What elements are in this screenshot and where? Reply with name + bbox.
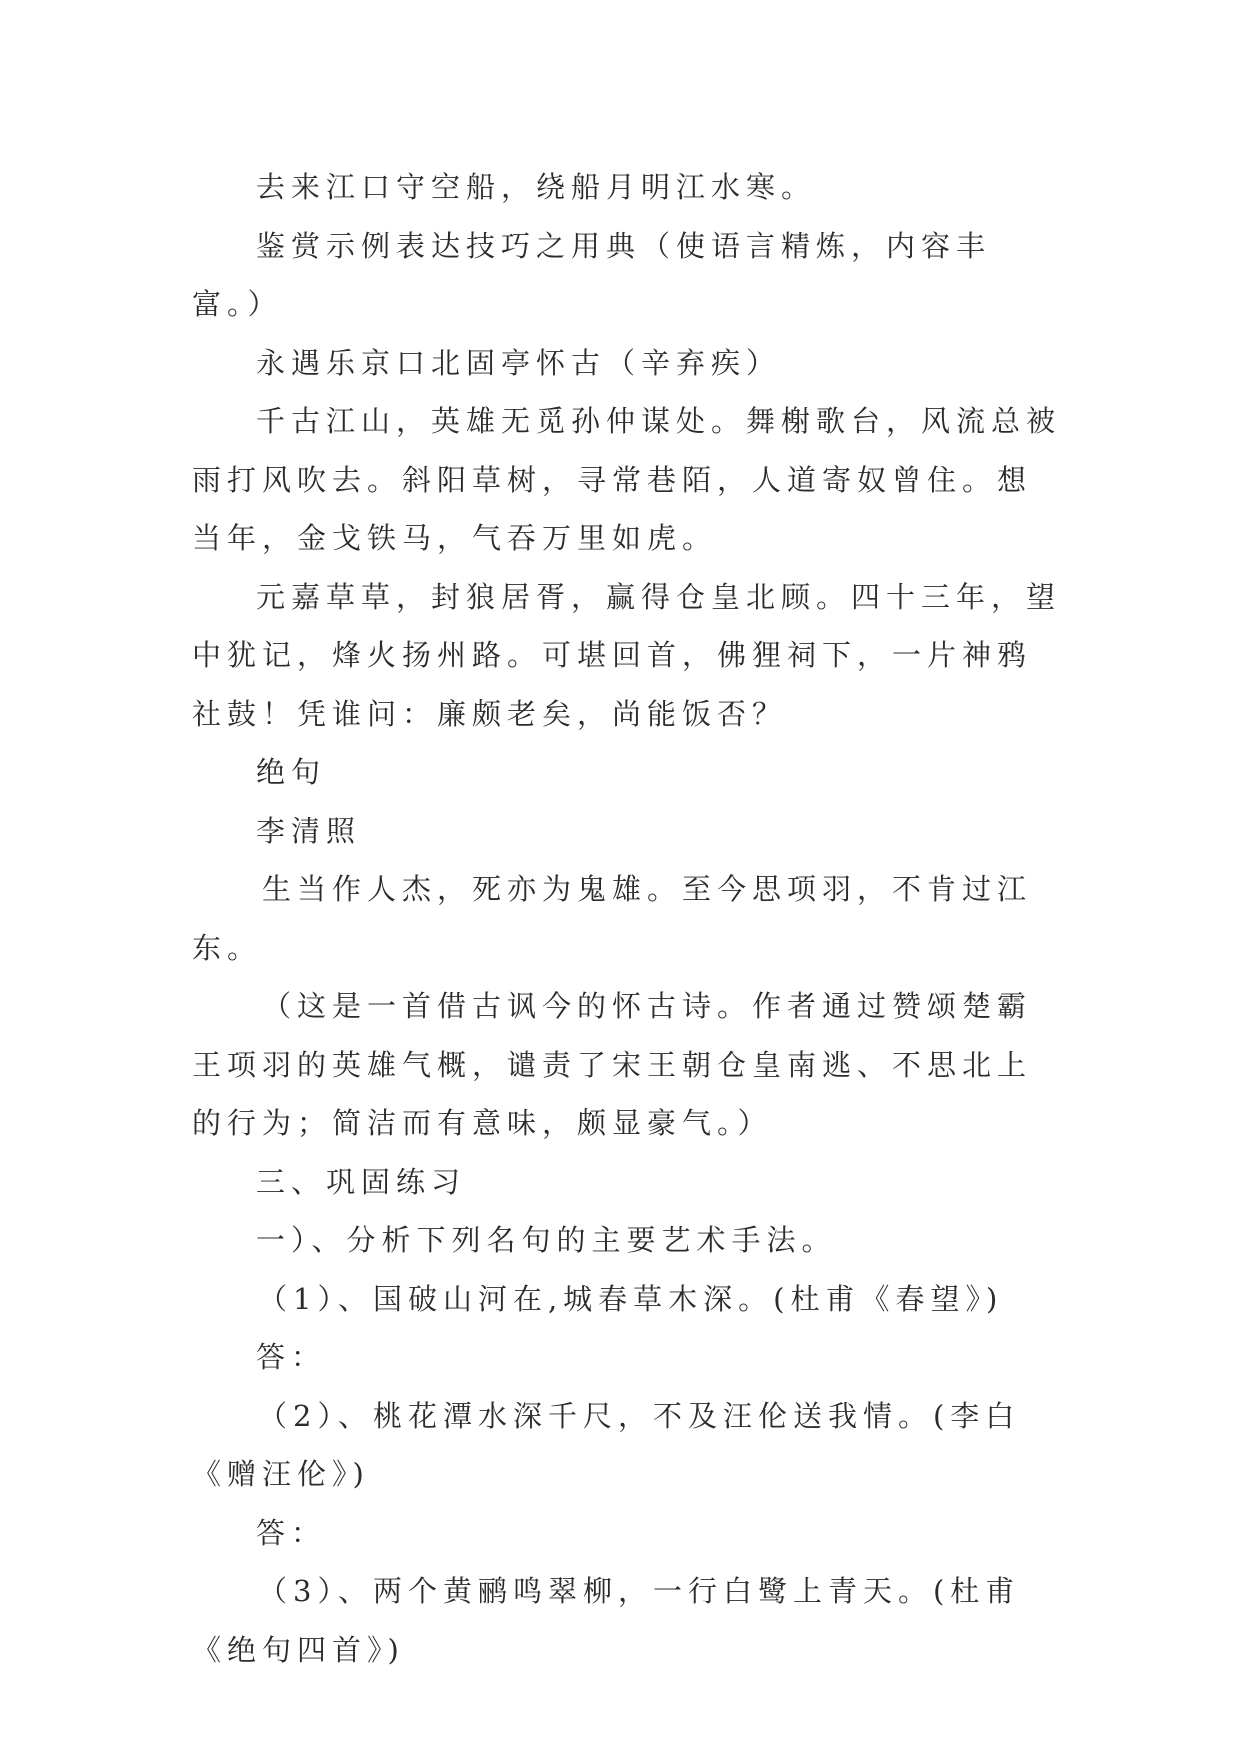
poem-title-yongyule: 永遇乐京口北固亭怀古（辛弃疾） — [256, 345, 782, 380]
poem-text-jueju: 生当作人杰，死亦为鬼雄。至今思项羽，不肯过江东。 — [192, 872, 1033, 965]
poem-stanza-1: 千古江山，英雄无觅孙仲谋处。舞榭歌台，风流总被雨打风吹去。斜阳草树，寻常巷陌，人道寄奴曾住。想当年，金戈铁马，气吞万里如虎。 — [192, 404, 1062, 555]
poem-stanza-2: 元嘉草草，封狼居胥，赢得仓皇北顾。四十三年，望中犹记，烽火扬州路。可堪回首，佛狸祠下，一片神鸦社鼓！凭谁问：廉颇老矣，尚能饭否？ — [192, 579, 1062, 731]
section-heading-practice: 三、巩固练习 — [256, 1164, 467, 1199]
exercise-question-3: （3）、两个黄鹂鸣翠柳，一行白鹭上青天。(杜甫《绝句四首》) — [192, 1574, 1021, 1667]
answer-label-2: 答： — [256, 1515, 327, 1550]
example-heading-allusion: 鉴赏示例表达技巧之用典（使语言精炼，内容丰富。） — [192, 228, 992, 321]
exercise-instruction: 一）、分析下列名句的主要艺术手法。 — [256, 1223, 837, 1257]
document-body — [192, 158, 1062, 1679]
poem-commentary: （这是一首借古讽今的怀古诗。作者通过赞颂楚霸王项羽的英雄气概，谴责了宋王朝仓皇南逃、不思北上的行为；简洁而有意味，颇显豪气。） — [192, 989, 1033, 1140]
poem-title-jueju: 绝句 — [256, 755, 327, 789]
exercise-question-1: （1）、国破山河在,城春草木深。(杜甫《春望》) — [258, 1281, 1004, 1316]
poem-author: 李清照 — [256, 813, 362, 848]
poem-line-jiangkou: 去来江口守空船，绕船月明江水寒。 — [256, 170, 817, 204]
answer-label-1: 答： — [256, 1340, 327, 1374]
exercise-question-2: （2）、桃花潭水深千尺，不及汪伦送我情。(李白《赠汪伦》) — [192, 1398, 1021, 1491]
